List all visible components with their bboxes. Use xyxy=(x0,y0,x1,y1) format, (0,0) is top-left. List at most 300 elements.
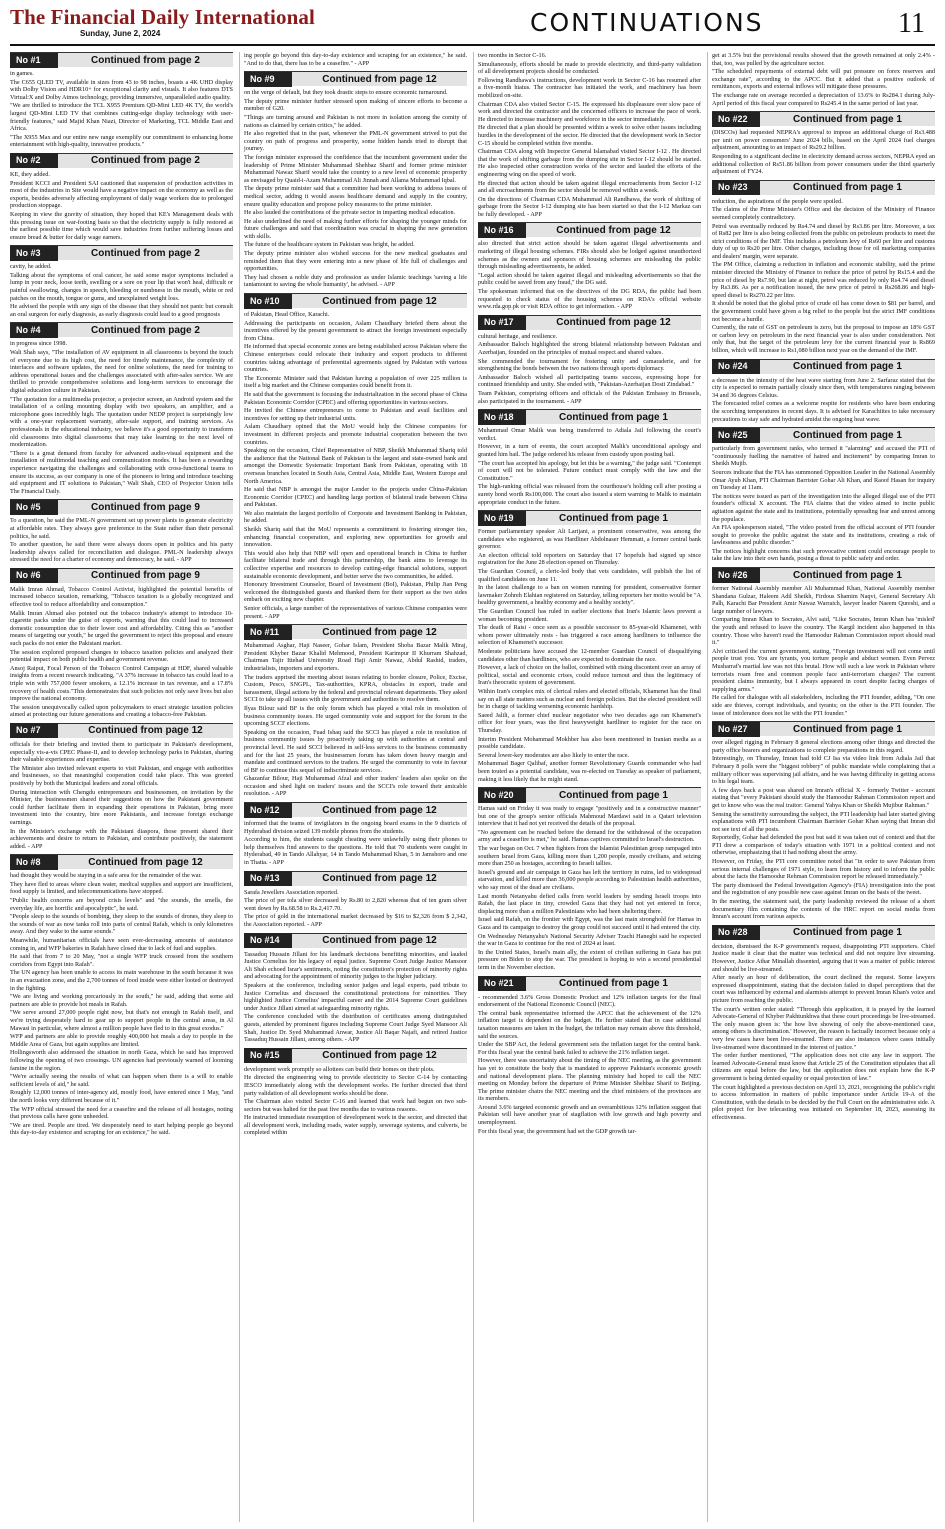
story-header xyxy=(10,723,233,738)
story-body xyxy=(712,585,935,717)
paragraph: Speaking on the occasion, Chief Representative of NBP, Sheikh Muhammad Shariq told the audience that the National Bank of Pakistan is the largest and state-owned bank and amongst the Domestic Systematic Important Bank from Pakistan, operating with 18 overseas branches located in South Asia, Central Asia, Middle East, Western Europe and North America. xyxy=(244,447,467,485)
paragraph: "The quotation for a multimedia projector, a projector screen, an Android system and the installation of a ceiling mounting display with two speakers, an amplifier, and a microphone goes incredibly high. The quotation under NEDP project is surprisingly low with a one-year replacement warranty, after-sale support, and training services. As professionals in the educational industry, we believe it's a good opportunity to transform old classrooms into digital classrooms that may take learning to the next level of modernization. xyxy=(10,395,233,449)
story-header xyxy=(244,802,467,817)
paragraph: The PM Office, claiming a reduction in inflation and economic stability, said the prime minister directed the Ministry of Finance to reduce the price of petrol by Rs15.4 and the price of diesel by Rs7.90, but late at night, petrol was reduced by only Rs4.74 and diesel by Rs3.86. As per a notification issued, the new price of petrol is Rs268.86 and high-speed diesel is Rs270.22 per litre. xyxy=(712,261,935,299)
paragraph: However, in a turn of events, the court accepted Malik's unconditional apology and granted him bail. The judge ordered his release from custody upon posting bail. xyxy=(478,443,701,458)
story-number: No #9 xyxy=(244,72,292,87)
continued-from-label: Continued from page 1 xyxy=(559,512,668,524)
story-number: No #14 xyxy=(244,933,292,948)
story-header xyxy=(712,180,935,195)
paragraph: To another question, he said there were always doors open in politics and his party leadership always called for reconciliation and dialogue. PML-N leadership always stressed the need for a charter of economy and democracy, he said. - APP xyxy=(10,541,233,564)
story xyxy=(712,721,935,921)
story-body xyxy=(244,311,467,620)
story xyxy=(478,222,701,310)
story xyxy=(712,359,935,424)
paragraph: The claims of the Prime Minister's Office and the decision of the Ministry of Finance seemed completely contradictory. xyxy=(712,206,935,221)
story-header xyxy=(478,315,701,330)
story xyxy=(244,802,467,867)
paragraph: Under the SBP Act, the federal government sets the inflation target for the central bank. For this fiscal year the central bank failed to achieve the 21% inflation target. xyxy=(478,1041,701,1056)
story-number: No #10 xyxy=(244,294,292,309)
paragraph: The party dismissed the Federal Investigation Agency's (FIA) investigation into the post and the registration of any possible new case against Imran on the basis of the tweet. xyxy=(712,881,935,897)
paragraph: To a question, he said the PML-N government set up power plants to generate electricity at affordable rates. They always gave preference to the State rather than their personal politics, he said. xyxy=(10,517,233,540)
paragraph: On the directions of Chairman CDA Muhammad Ali Randhawa, the work of shifting of garbage from the Sector I-12 dumping site has been started so that the I-12 Markaz can be fully developed. - APP xyxy=(478,195,701,218)
story xyxy=(244,293,467,620)
story xyxy=(712,567,935,717)
paragraph: Honorary Investment Counselor, Board of Investment (BoI), Pakistan, Philip Jian Peng welcomed the distinguished guests and thanked them for their support as the two sides embark on exciting new chapter. xyxy=(244,581,467,604)
story xyxy=(10,568,233,719)
continued-from-label: Continued from page 1 xyxy=(793,723,902,735)
story-body xyxy=(244,820,467,867)
story-number: No #18 xyxy=(478,410,526,425)
paragraph: Comparing Imran Khan to Socrates, Alvi said, "Like Socrates, Imran Khan has 'misled' the youth and refused to leave the country. The Kargil incident also happened in this country. Those who haven't read the Hamoodur Rahman Commission report should read it." xyxy=(712,616,935,647)
paragraph: The forecasted relief comes as a welcome respite for residents who have been enduring the scorching temperatures in recent days. It is advised for Karachiites to take necessary precautions to stay safe and hydrated amidst the ongoing heat wave. xyxy=(712,400,935,423)
paragraph: Petrol was eventually reduced by Rs4.74 and diesel by Rs3.86 per litre. Moreover, a tax of Rs82 per litre is also being collected from the public on petroleum products to meet the strict conditions of the IMF. This includes a petroleum levy of Rs60 per litre and customs duty of up to Rs20 per litre. Other charges, including those for oil marketing companies and dealers' margin, were separate. xyxy=(712,222,935,260)
paragraph: Speakers at the conference, including senior judges and legal experts, paid tribute to Justice Cornelius and discussed the constitutional protections for minorities. They highlighted Justice Cornelius' impactful career and the 2014 Supreme Court guidelines under Justice Jillani aimed at safeguarding minority rights. xyxy=(244,981,467,1012)
story-header xyxy=(478,510,701,525)
continued-from-label: Continued from page 12 xyxy=(322,295,437,307)
story xyxy=(712,427,935,563)
continued-from-label: Continued from page 1 xyxy=(793,927,902,939)
paragraph: cavity, he added. xyxy=(10,263,52,271)
story xyxy=(478,976,701,1136)
paragraph: He said that the government is focusing the industrialization in the second phase of China Pakistan Economic Corridor (CPEC) and offering opportunities in various sectors. xyxy=(244,390,467,406)
paragraph: Muhammad Asghar, Haji Naseer, Gohar Islam, President Shoba Bazar Malik Miraj, President Khyber Bazar Khalid Mehmood, President Karimpur II Khurram Shahzad, Chairman Tajir Ittehad University Road Haji Amir Nawaz, Abdul Rashid, traders, industrialists, importers and exporters. xyxy=(244,642,467,672)
paragraph: The spokesman informed that on the directives of the DG RDA, the public had been requested to check status of the housing schemes on RDA's official website www.rda.gop.pk or visit RDA office to get information. - APP xyxy=(478,288,701,311)
paragraph: He directed that a plan should be presented within a week to solve other issues including hurdles in the development of the sector. He directed that the development work in Sector C-15 should be completed within five months. xyxy=(478,124,701,147)
paragraph: Alvi criticised the current government, stating, "Foreign investment will not come until people trust you. You are tyrants, you torture people and abduct women. Even Pervez Musharraf's martial law was not this brutal. How will such a law work in Pakistan where terrorists roam free and common people face anti-terrorism charges? The current president claims immunity, but I always appeared in court despite facing charges of supplying arms." xyxy=(712,647,935,693)
paragraph: Talking about the symptoms of oral cancer, he said some major symptoms included a lump in your neck, loose teeth, swelling or a sore on your lip that won't heal, difficult or painful swallowing, changes in speech, bleeding or numbness in the mouth, white or red patches on the mouth, tongue or gums, and unexplained weight loss. xyxy=(10,271,233,302)
story-body xyxy=(478,52,701,218)
story-body xyxy=(10,70,233,149)
story-body xyxy=(712,52,935,107)
paragraph: Israel said Rafah, on the frontier with Egypt, was the last main stronghold for Hamas in Gaza and its campaign to destroy the group could not succeed until it had entered the city. xyxy=(478,916,701,931)
paragraph: Ilyas Bilour said BF is the only forum which has played a vital role in resolution of business community issues. He urged community vote and support for the forum in the upcoming SCCI' elections. xyxy=(244,704,467,728)
paragraph: Saeed Jalili, a former chief nuclear negotiator who two decades ago ran Khamenei's office for four years, was the first heavyweight hardliner to register for the race on Thursday. xyxy=(478,711,701,734)
continued-from-label: Continued from page 9 xyxy=(91,570,200,582)
continued-from-label: Continued from page 1 xyxy=(559,978,668,990)
story-number: No #1 xyxy=(10,53,58,68)
continued-from-label: Continued from page 1 xyxy=(793,429,902,441)
paragraph: In the United States, Israel's main ally, the extent of civilian suffering in Gaza has put pressure on Biden to stop the war. The president is hoping to win a second presidential term in the November election. xyxy=(478,948,701,971)
story xyxy=(10,322,233,495)
story-body xyxy=(244,889,467,929)
paper-name: The Financial Daily International xyxy=(10,5,315,29)
story-header xyxy=(478,222,701,237)
paragraph: During interaction with Chengdu entrepreneurs and businessmen, on invitation by the Minister, the businessmen shared their suggestions on how the Pakistani government could further facilitate them in expanding their operations in Pakistan, bring more investment into the country, hire more Pakistanis, and increase foreign exchange earnings. xyxy=(10,788,233,826)
story-number: No #26 xyxy=(712,568,760,583)
paragraph: Senior officials, a large number of the representatives of various Chinese companies were present. - APP xyxy=(244,605,467,620)
continued-from-label: Continued from page 12 xyxy=(556,317,671,329)
paragraph: "We're actually seeing the results of what can happen when there is a will to enable sufficient levels of aid," he said. xyxy=(10,1073,233,1088)
paragraph: In the Minister's exchange with the Pakistani diaspora, those present shared their achievements and desire to return to Pakistan, and contribute positively, the statement added. - APP xyxy=(10,827,233,850)
paragraph: "We are living and working precariously in the south," he said, adding that some aid partners are able to provide hot meals in Rafah. xyxy=(10,993,233,1008)
paragraph: Keeping in view the gravity of situation, they hoped that KE's Management deals with this pressing issue on war-footing basis so that the electricity supply is fully restored at the earliest possible time which would save industries from further suffering losses and ensure bread & butter for daily wage earners. xyxy=(10,210,233,241)
paragraph: He instructed immediate resumption of development work in the sector, and directed that all development work, including roads, water supply, sewerage systems, and culverts, be completed within xyxy=(244,1114,467,1137)
paragraph: development work promptly so allottees can build their homes on their plots. xyxy=(244,1065,435,1073)
continued-from-label: Continued from page 12 xyxy=(88,725,203,737)
story-header xyxy=(712,427,935,442)
continued-from-label: Continued from page 2 xyxy=(91,247,200,259)
paragraph: The foreign minister expressed the confidence that the incumbent government under the leadership of Prime Minister Muhammad Shehbaz Sharif and former prime minister Muhammad Nawaz Sharif would take the country to a new level of economic prosperity as envisaged by Quaid-i-Azam Muhammad Ali Jinnah and Allama Muhammad Iqbal. xyxy=(244,153,467,184)
paragraph: It should be noted that the global price of crude oil has come down to $81 per barrel, and the government could have given a big relief to the people but the strict IMF conditions not become a hurdle. xyxy=(712,300,935,323)
paragraph: Last month Netanyahu defied calls from world leaders by sending Israeli troops into Rafah, the last place in tiny, crowded Gaza that they had not yet entered in force, displacing more than a million Palestinians who had been sheltering there. xyxy=(478,892,701,915)
story xyxy=(712,180,935,355)
paragraph: The Guardian Council has ruled in earlier elections that Iran's Islamic laws prevent a woman becoming president. xyxy=(478,608,701,623)
story-number: No #3 xyxy=(10,246,58,261)
paragraph: Responding to a significant decline in electricity demand across sectors, NEPRA eyed an additional collection of Rs51.86 billion from power consumers under the third quarterly adjustment of FY24. xyxy=(712,152,935,176)
continued-from-label: Continued from page 9 xyxy=(91,501,200,513)
paragraph: An election official told reporters on Saturday that 17 hopefuls had signed up since registration for the June 28 election opened on Thursday. xyxy=(478,551,701,567)
news-columns xyxy=(10,52,935,1522)
story xyxy=(244,933,467,1044)
column-1 xyxy=(10,52,233,1522)
paragraph: - recommended 3.6% Gross Domestic Product and 12% inflation targets for the final endorsement of the National Economic Council (NEC). xyxy=(478,993,701,1009)
continued-from-label: Continued from page 1 xyxy=(793,361,902,373)
story-body xyxy=(10,586,233,719)
paragraph: President KCCI and President SAI cautioned that suspension of production activities in most of the industries in Site would have a negative impact on the economy as well as the exports, besides adversely affecting employment of daily wage workers due to prolonged production stoppage. xyxy=(10,179,233,210)
paragraph: a decrease in the intensity of the heat wave starting from June 2. Sarfaraz stated that the city is expected to remain partially cloudy since then, with temperatures ranging between 34 and 36 degrees Celsius. xyxy=(712,376,935,399)
paragraph: Muhammad Omar Malik was being transferred to Adiala Jail following the court's verdict. xyxy=(478,427,701,442)
story-header xyxy=(478,409,701,424)
paragraph: However, there was uncertainty about the timing of the NEC meeting, as the government has yet to constitute the body that is mandated to approve Pakistan's economic growth and national development plans. The planning ministry had hoped to call the NEC meeting on Monday before the departure of Prime Minister Shehbaz Sharif to Beijing. The prime minister chairs the NEC meeting and the chief ministers of the provinces are its members. xyxy=(478,1057,701,1103)
story-body xyxy=(10,741,233,850)
paragraph: Israel's ground and air campaign in Gaza has left the territory in ruins, led to widespread starvation, and killed more than 36,000 people according to Palestinian health authorities, who say most of the dead are civilians. xyxy=(478,868,701,892)
paragraph: Interim President Mohammad Mokhber has also been mentioned in Iranian media as a possible candidate. xyxy=(478,735,701,751)
masthead xyxy=(10,6,935,46)
story-number: No #7 xyxy=(10,723,58,738)
story-header xyxy=(244,624,467,639)
paragraph: The C655 QLED TV, available in sizes from 43 to 98 inches, boasts a 4K UHD display with Dolby Vision and HDR10+ for exceptional clarity and visuals. It also features DTS Virtual:X and Dolby Atmos technology, providing immersive, unparalleled audio quality. xyxy=(10,78,233,101)
paragraph: He also regretted that in the past, whenever the PML-N government strived to put the country on path of progress and prosperity, some hidden hands tried to disrupt that journey. xyxy=(244,130,467,153)
column-3 xyxy=(473,52,701,1522)
continued-from-label: Continued from page 12 xyxy=(556,224,671,236)
story-body xyxy=(712,445,935,563)
paragraph: She commended the tournament for fostering unity and camaraderie, and for strengthening the bonds between the two nations through sports diplomacy. xyxy=(478,357,701,373)
story-header xyxy=(712,359,935,374)
paragraph: The deputy prime minister also wished success for the new medical graduates and reminded them that they were entering into a new phase of life full of challenges and opportunities. xyxy=(244,250,467,273)
paragraph: officials for their briefing and invited them to participate in Pakistan's development, especially vis-a-vis CPEC Phase-II, and to develop technology parks in Pakistan, sharing their valuable experiences and expertise. xyxy=(10,740,233,764)
paragraph: Interestingly, on Thursday, Imran had told CJ Isa via video link from Adiala Jail that February 8 polls were the "biggest robbery" of public mandate while complaining that a military officer was supervising jail affairs, and he was having difficulty in getting access to his legal team. xyxy=(712,755,935,786)
paragraph: Meanwhile, humanitarian officials have seen ever-decreasing amounts of assistance coming in, and WFP bakeries in Rafah have closed due to lack of fuel and supplies. xyxy=(10,937,233,952)
continued-from-label: Continued from page 12 xyxy=(322,626,437,638)
story xyxy=(712,111,935,176)
story xyxy=(478,409,701,506)
story xyxy=(10,52,233,149)
story-body xyxy=(478,427,701,506)
story-header xyxy=(478,976,701,991)
story-number: No #22 xyxy=(712,112,760,127)
paragraph: He said that NBP is amongst the major Lender to the projects under China-Pakistan Economic Corridor (CPEC) and handling large portion of bilateral trade between China and Pakistan. xyxy=(244,486,467,509)
paragraph: The future of the healthcare system in Pakistan was bright, he added. xyxy=(244,241,415,249)
story-body xyxy=(478,805,701,971)
paragraph: Chairman CDA along with Inspector General Islamabad visited Sector I-12 . He directed that the work of shifting garbage from the dumping site in Sector I-12 should be started. He also inspected other construction works of the sector and lauded the efforts of the engineering wing on the speed of work. xyxy=(478,148,701,178)
paragraph: He called for dialogue with all stakeholders, including the PTI founder, adding, "On one side are thieves, corrupt individuals, and tyrants; on the other is the PTI founder. The issue of intolerance does not lie with the PTI founder." xyxy=(712,694,935,717)
continued-from-label: Continued from page 12 xyxy=(322,873,437,885)
paragraph: cultural heritage, and resilience. xyxy=(478,332,558,340)
paragraph: "The scheduled repayments of external debt will put pressure on forex reserves and exchange rate", according to the APCC. But it added that a positive outlook of remittances, exports and external inflows will mitigate these pressures. xyxy=(712,68,935,91)
paragraph: An FIA spokesperson stated, "The video posted from the official account of PTI founder sought to provoke the public against the state and its institutions, creating a risk of lawlessness and public disorder." xyxy=(712,524,935,547)
paragraph: WFP and partners are able to provide roughly 400,000 hot meals a day to people in the Middle Area of Gaza, but again supplies are limited. xyxy=(10,1033,233,1048)
paragraph: Tassaduq Hussain Jillani for his landmark decisions benefiting minorities, and lauded Justice Cornelius for his legacy of equal justice. Supreme Court Judge Justice Mansoor Ali Shah echoed Israr's sentiments, noting the constitution's protection of minority rights and advocating for the appointment of minority judges to the higher judiciary. xyxy=(244,950,467,981)
paragraph: Sources indicate that the FIA has summoned Opposition Leader in the National Assembly Omar Ayub Khan, PTI Chairman Barrister Gohar Ali Khan, and Raoof Hasan for inquiry on Tuesday at 11am. xyxy=(712,468,935,492)
story-body xyxy=(478,333,701,405)
paragraph: (DISCOs) had requested NEPRA's approval to impose an additional charge of Rs3.488 per unit on power consumers' June 2024 bills, based on the April 2024 fuel charges adjustment, amounting to an impact of Rs29.2 billion. xyxy=(712,129,935,152)
story-header xyxy=(244,293,467,308)
story-number: No #8 xyxy=(10,855,58,870)
story xyxy=(244,624,467,798)
story xyxy=(10,499,233,564)
paragraph: The deputy prime minister said that a committee had been working to address issues of medical sector, adding it would assess healthcare demand and supply in the country, ensure quality education and propose policy measures to the prime minister. xyxy=(244,185,467,208)
paragraph: Aslam Chaudhary opined that the MoU would help the Chinese companies for investment in different projects and promote industrial cooperation between the two countries. xyxy=(244,423,467,446)
paragraph: Sheikh Shariq said that the MoU represents a commitment to fostering stronger ties, enhancing financial cooperation, and exploring new opportunities for growth and innovation. xyxy=(244,526,467,549)
column-2 xyxy=(239,52,467,1522)
story xyxy=(10,854,233,1137)
paragraph: He also underlined the need of making further efforts for shaping the younger minds for future challenges and said that coordination was crucial in shaping the new generation with skills. xyxy=(244,217,467,240)
paragraph: "The X955 Max and our entire new range exemplify our commitment to enhancing home entertainment with high-quality, innovative products." xyxy=(10,133,233,149)
continued-from-label: Continued from page 12 xyxy=(322,1050,437,1062)
paragraph: Currently, the rate of GST on petroleum is zero, but the proposal to impose an 18% GST or carbon levy on petroleum in the next financial year is also under consideration. Not only that, but the target of the petroleum levy for the current financial year is Rs869 billion, which will increase to Rs1,080 billion next year on the demand of the IMF. xyxy=(712,324,935,354)
paragraph: Hollingsworth also addressed the situation in north Gaza, which he said has improved following the opening of two crossings. UN agencies had previously warned of looming famine in the region. xyxy=(10,1049,233,1072)
paragraph: The death of Raisi - once seen as a possible successor to 85-year-old Khamenei, with whom power ultimately rests - has triggered a race among hardliners to influence the selection of Khamenei's successor. xyxy=(478,624,701,647)
paragraph: The traders apprised the meeting about issues relating to border closure, Police, Excise, Custom, Pesco, SNGPL, Tax-authorities, KPRA, obstacles in export, trade and harassment, illegal actions by the federal and provincial relevant departments. They asked SCCI to take up all issues with the government and authorities to resolve them. xyxy=(244,673,467,704)
story-header xyxy=(10,854,233,869)
paragraph: However, a lack of choice on the ballot, combined with rising discontent over an array of political, social and economic crises, could reduce turnout and thus the legitimacy of Iran's theocratic system of government. xyxy=(478,664,701,687)
story-body xyxy=(478,994,701,1136)
paragraph: The court's written order stated: "Through this application, it is prayed by the learned Advocate-General of Khyber Pakhtunkhwa that these court proceedings be live-streamed. The only reason given is: 'the how live showing of only the above-mentioned case, among others is discrimination.' However, the reason is factually incorrect because only a very few cases have been live-streamed. There are also instances where cases initially live-streamed were discontinued in the interest of justice." xyxy=(712,1005,935,1051)
story xyxy=(712,52,935,107)
paragraph: also directed that strict action should be taken against illegal advertisements and marketing of illegal housing schemes. FIRs should also be lodged against unauthorized schemes as the owners and sponsors of housing schemes are misleading the public through misleading advertisements, he added. xyxy=(478,240,701,271)
paragraph: on the verge of default, but they took drastic steps to ensure economic turnaround. xyxy=(244,89,448,97)
story-header xyxy=(712,567,935,582)
paragraph: Former parliamentary speaker Ali Larijani, a prominent conservative, was among the candidates who registered, as was Hardliner Abdolnaser Hemmati, a former central bank governor. xyxy=(478,528,701,551)
story-number: No #19 xyxy=(478,511,526,526)
story xyxy=(244,871,467,929)
paragraph: In the latest challenge to a ban on women running for president, conservative former lawmaker Zohreh Elahian registered on Saturday, telling reporters her motto would be "A healthy government, a healthy economy and a healthy society". xyxy=(478,584,701,607)
story xyxy=(478,787,701,971)
story xyxy=(10,153,233,241)
story-header xyxy=(244,871,467,886)
paragraph: "We serve around 27,000 people right now, but that's not enough in Rafah itself, and we're trying desperately hard to gear up to support people in the central areas, in Al Mawasi in particular, where almost a million people have fled to in this great exodus." xyxy=(10,1009,233,1032)
story-number: No #12 xyxy=(244,803,292,818)
issue-date: Sunday, June 2, 2024 xyxy=(80,29,161,38)
paragraph: The Economic Minister said that Pakistan having a population of over 225 million is itself a big market and the Chinese companies could benefit from it. xyxy=(244,374,467,390)
story-number: No #17 xyxy=(478,315,526,330)
paragraph: Within Iran's complex mix of clerical rulers and elected officials, Khamenei has the final say on all state matters such as nuclear and foreign policies. But the elected president will be in charge of tackling worsening economic hardship. xyxy=(478,687,701,711)
paragraph: decision, dismissed the K-P government's request, disappointing PTI supporters. Chief Justice made it clear that the matter was technical and did not require live streaming. However, Justice Athar Minallah dissented, arguing that it was a matter of public interest and should be live-streamed. xyxy=(712,942,935,973)
paragraph: "We are thrilled to introduce the TCL X955 Premium QD-Mini LED 4K TV, the world's largest QD-Mini LED TV that combines cutting-edge display technology with user-friendly features," said Majid Khan Niazi, Director of Marketing, TCL Middle East and Africa. xyxy=(10,102,233,133)
paragraph: Malik Imran Ahmad also pointed out the tobacco industry's attempt to introduce 10-cigarette packs under the guise of exports, warning that this could lead to increased domestic consumption due to their lower cost and affordability. Citing this as "another means of targeting our youth," he urged the government to reject this proposal and ensure such packs do not enter the Pakistani market. xyxy=(10,609,233,648)
story-number: No #2 xyxy=(10,153,58,168)
paragraph: had thought they would be staying in a safe area for the remainder of the war. xyxy=(10,872,202,880)
page-number: 11 xyxy=(898,8,925,39)
story-number: No #13 xyxy=(244,871,292,886)
paragraph: Sensing the sensitivity surrounding the subject, the PTI leadership had later started giving explanations with PTI incumbent Chairman Barrister Gohar Khan saying that Imran did not see text of all the posts. xyxy=(712,810,935,833)
story-header xyxy=(712,721,935,736)
paragraph: He also lauded the contributions of the private sector in imparting medical education. xyxy=(244,209,456,217)
paragraph: Roughly 12,000 tonnes of inter-agency aid, mostly food, have entered since 1 May, "and the north looks very different because of it." xyxy=(10,1089,233,1104)
paragraph: "Legal action should be taken against illegal and misleading advertisements so that the public could be saved from any fraud," the DG said. xyxy=(478,271,701,287)
continued-from-label: Continued from page 12 xyxy=(322,73,437,85)
paragraph: former National Assembly member Ali Muhammad Khan, National Assembly member Shandana Gulzar, Haleem Adil Sheikh, Firdous Shamim Naqvi, General Secretary Ali Palh, Karachi Bar President Amir Nawaz Warraich, lawyer leader Naeem Qureshi, and a large number of lawyers. xyxy=(712,585,935,615)
paragraph: In the meeting, the statement said, the party leadership reviewed the release of a short documentary film containing the contents of the HRC report on social media from Imran's account from various aspects. xyxy=(712,898,935,921)
story-number: No #15 xyxy=(244,1048,292,1063)
story-number: No #4 xyxy=(10,323,58,338)
paragraph: Wali Shah says, "The installation of AV equipment in all classrooms is beyond the touch of everyone due to its high cost, the need for timely maintenance, the complexity of interfaces and software updates, the need for online solutions, the need for training to address operational issues and the challenges associated with after-sales service. We are thrilled to provide comprehensive solutions and long-term services to encourage the digital education culture in Pakistan. xyxy=(10,349,233,394)
story-number: No #21 xyxy=(478,976,526,991)
story-body xyxy=(712,943,935,1122)
paragraph: He advised the people with any sign of the disease that they should not panic but consult an oral surgeon for early diagnosis, as early diagnosis could lead to a good prognosis xyxy=(10,303,233,318)
continued-from-label: Continued from page 1 xyxy=(559,411,668,423)
story xyxy=(244,71,467,289)
story-header xyxy=(10,499,233,514)
story xyxy=(244,1048,467,1137)
paragraph: "People sleep to the sounds of bombing, they sleep to the sounds of drones, they sleep to the sounds of war as now tanks roll into parts of central Rafah, which is only kilometres away. And they wake to the same sounds." xyxy=(10,913,233,936)
story-body xyxy=(712,739,935,921)
paragraph: of Pakistan, Head Office, Karachi. xyxy=(244,311,330,319)
continued-from-label: Continued from page 2 xyxy=(91,54,200,66)
paragraph: This would also help that NBP will open and operational branch in China to further facilitate bilateral trade and through this partnership, the bank aims to leverage its collective expertise and resources to develop cutting-edge financial solutions, support sustainable economic development, and better serve the two communities, he added. xyxy=(244,549,467,580)
paragraph: "The court has accepted his apology, but let this be a warning," the judge said. "Contempt of court will not be tolerated. Future conduct must comply with the law and the Constitution." xyxy=(478,459,701,482)
paragraph: Chairman CDA also visited Sector C-15. He expressed his displeasure over slow pace of work and directed the contractor and the concerned officers to increase the pace of work. He directed to increase machinery and workforce in the sector immediately. xyxy=(478,100,701,123)
paragraph: in progress since 1998. xyxy=(10,340,68,348)
paragraph: The conference concluded with the distribution of certificates among distinguished guests, attended by prominent figures including Supreme Court Judge Syed Mansoor Ali Shah, Justice Dr. Syed Muhammad Anwar, Justice Ali Baqar Najafi, and retired Justice Tassaduq Hussain Jillani, among others. - APP xyxy=(244,1013,467,1044)
paragraph: get at 3.5% but the provisional results showed that the growth remained at only 2.4% - that, too, was pulled by the agriculture sector. xyxy=(712,52,935,67)
paragraph: Ambassador Baloch highlighted the strong bilateral relationship between Pakistan and Azerbaijan, founded on the principles of mutual respect and shared values. xyxy=(478,341,701,356)
paragraph: He directed the engineering wing to provide electricity to Sector C-14 by contacting IESCO immediately along with the development works. He further directed that third party validation of all development works should be done. xyxy=(244,1074,467,1097)
paragraph: Malik Imran Ahmad, Tobacco Control Activist, highlighted the potential benefits of increased tobacco taxation, remarking, "Tobacco taxation is a globally recognized and effective tool to reduce affordability and consumption." xyxy=(10,585,233,609)
paragraph: "No agreement can be reached before the demand for the withdrawal of the occupation army and a ceasefire is met," he said. Hamas captives committed to Israel's destruction. xyxy=(478,828,701,844)
paragraph: "Public health concerns are beyond crisis levels" and "the sounds, the smells, the everyday life, are horrific and apocalyptic", he said. xyxy=(10,897,233,912)
paragraph: The high-ranking official was released from the courthouse's holding cell after posting a surety bond worth Rs100,000. The court also issued a stern warning to Malik to maintain appropriate conduct in the future. xyxy=(478,483,701,506)
column-4 xyxy=(707,52,935,1522)
story-body xyxy=(712,129,935,176)
paragraph: Speaking on the occasion, Fuad Ishaq said the SCCI has played a role in resolution of business community issues by proactively taking up with authorities at central and provincial level. He said SCCI believed in self-less services to the business community and for the last 25 years, the businessmen forum has taken down heavy margin and mandate and continued services to the traders. He urged the community to vote in favour of BF to continue this sequel of indiscriminate services. xyxy=(244,728,467,774)
paragraph: Reportedly, Gohar had defended the post but said it was taken out of context and that the PTI drew a comparison of today's situation with 1971 in a political context and not otherwise, emphasizing that it had nothing about the army. xyxy=(712,834,935,857)
paragraph: Sarafa Jewellers Association reported. xyxy=(244,888,339,896)
story-body xyxy=(478,240,701,310)
paragraph: The session unequivocally called upon policymakers to enact strategic taxation policies aimed at protecting our future generations and creating a tobacco-free Pakistan. xyxy=(10,703,233,719)
story-number: No #25 xyxy=(712,428,760,443)
paragraph: "We are tired. People are tired. We desperately need to start helping people go beyond this day-to-day existence and scraping for an existence," he said. xyxy=(10,1121,233,1137)
paragraph: The court highlighted a previous decision on April 13, 2021, recognising the public's right to access information in matters of public importance under Article 19-A of the Constitution, with the details to be decided by the Full Court on the administrative side. A pilot project for live telecasting was initiated on September 18, 2023, assessing its effectiveness. xyxy=(712,1083,935,1121)
continued-from-label: Continued from page 12 xyxy=(88,856,203,868)
paragraph: Moderate politicians have accused the 12-member Guardian Council of disqualifying candidates other than hardliners, who are expected to dominate the race. xyxy=(478,648,701,663)
paragraph: particularly from government ranks, who termed it "alarming" and accused the PTI of "continuously fuelling the narrative of hatred and incitement" by comparing Imran to Sheikh Mujib. xyxy=(712,445,935,468)
paragraph: The order further mentioned, "The application does not cite any law in support. The learned Advocate-General must know that Article 25 of the Constitution stipulates that all citizens are equal before the law, but the application does not explain how the K-P government is being denied equality or equal protection of law." xyxy=(712,1052,935,1082)
paragraph: However, on Friday, the PTI core committee noted that "in order to save Pakistan from serious internal challenges of 1971 style, to learn from history and to inform the public about the facts the Hamoodur Rehman Commission report be released immediately." xyxy=(712,858,935,881)
paragraph: The Chairman also visited Sector C-16 and learned that work had begun on two sub-sectors but was halted for the past five months due to various reasons. xyxy=(244,1098,467,1113)
story-header xyxy=(244,933,467,948)
paragraph: They had chosen a noble duty and profession as under Islamic teachings 'saving a life tantamount to saving the whole humanity', he advised. - APP xyxy=(244,273,467,289)
paragraph: informed that the teams of invigilators in the ongoing board exams in the 9 districts of Hyderabad division seized 139 mobile phones from the students. xyxy=(244,820,467,835)
paragraph: two months in Sector C-16. xyxy=(478,52,547,59)
paragraph: The price of gold in the international market decreased by $16 to $2,326 from $ 2,342, the Association reported. - APP xyxy=(244,913,467,928)
paragraph: For this fiscal year, the government had set the GDP growth tar- xyxy=(478,1127,637,1135)
paragraph: He directed that action should be taken against illegal encroachments from Sector I-12 and all encroachments from the sector should be removed within a week. xyxy=(478,179,701,195)
story-body xyxy=(712,198,935,355)
paragraph: "Things are turning around and Pakistan is not more in isolation among the comity of nations as claimed by certain critics," he added. xyxy=(244,113,467,129)
continued-from-label: Continued from page 12 xyxy=(322,804,437,816)
paragraph: Addressing the participants on occasion, Aslam Chaudhary briefed them about the incentives offered by the present government to attract the foreign investment especially from China. xyxy=(244,319,467,342)
paragraph: ing people go beyond this day-to-day existence and scraping for an existence," he said. "And to do that, there has to be a ceasefire." - APP xyxy=(244,52,467,67)
story-number: No #6 xyxy=(10,568,58,583)
story xyxy=(244,52,467,67)
story xyxy=(10,245,233,318)
story-header xyxy=(244,1048,467,1063)
paragraph: The war began on Oct. 7 when fighters from the Islamist Palestinian group rampaged into southern Israel from Gaza, killing more than 1,200 people, mostly civilians, and seizing more than 250 as hostages, according to Israeli tallies. xyxy=(478,845,701,868)
paragraph: in games. xyxy=(10,70,34,77)
story-body xyxy=(244,1066,467,1137)
paragraph: Ambassador Baloch wished all participating teams success, expressing hope for continued friendship and unity. She ended with, "Pakistan-Azerbaijan Dosti Zindabad." xyxy=(478,373,701,389)
story-number: No #24 xyxy=(712,359,760,374)
paragraph: On Wednesday Netanyahu's National Security Adviser Tzachi Hanegbi said he expected the war in Gaza to continue for the rest of 2024 at least. xyxy=(478,932,701,948)
paragraph: Around 3.6% targeted economic growth and an overambitious 12% inflation suggest that Pakistan will have another year of stagflation with low growth and high poverty and unemployment. xyxy=(478,1103,701,1127)
story xyxy=(478,510,701,783)
paragraph: The price of per tola silver decreased by Rs.80 to 2,820 whereas that of ten gram silver went down by Rs.68.58 to Rs.2,417.70. xyxy=(244,897,467,912)
story-header xyxy=(712,111,935,126)
story-body xyxy=(10,263,233,318)
paragraph: Ansoj Raiput, Focal Person of the Tobacco Control Campaign at HDF, shared valuable insights from a recent research indicating, "A 37% increase in tobacco tax could lead to a triple win with 757,000 fewer smokers, a 12.1% increase in tax revenue, and a 17.8% recovery of health costs."This demonstrates that such policies not only save lives but also improve the national economy. xyxy=(10,664,233,703)
paragraph: Hamas said on Friday it was ready to engage "positively and in a constructive manner" but one of the group's senior officials Mahmoud Mardawi said in a Qatari television interview that it had not yet received the details of the proposal. xyxy=(478,805,701,828)
story-number: No #28 xyxy=(712,925,760,940)
paragraph: The central bank representative informed the APCC that the achievement of the 12% inflation target is dependent on the budget. He further stated that in case additional taxation measures are taken in the budget, the inflation may remain above this threshold, said the sources. xyxy=(478,1009,701,1040)
section-title: CONTINUATIONS xyxy=(530,8,764,37)
paragraph: According to him, the students caught cheating were unlawfully using their phones to help themselves find answers to the questions. He told that 70 students were caught in Hyderabad, 49 in Tando Allahyar, 14 in Tando Muhammad Khan, 5 in Jamshoro and one in Thatta. - APP xyxy=(244,836,467,867)
story xyxy=(478,315,701,405)
story-header xyxy=(478,787,701,802)
story xyxy=(10,723,233,850)
continued-from-label: Continued from page 12 xyxy=(322,935,437,947)
paragraph: over alleged rigging in February 8 general elections among other things and directed the party office bearers and organizations to complete preparations in this regard. xyxy=(712,739,935,754)
story xyxy=(478,52,701,218)
continued-from-label: Continued from page 1 xyxy=(559,789,668,801)
continued-from-label: Continued from page 1 xyxy=(793,182,902,194)
story-header xyxy=(10,153,233,168)
paragraph: reduction, the aspirations of the people were spoiled. xyxy=(712,197,843,205)
story-body xyxy=(244,52,467,67)
paragraph: The notices were issued as part of the investigation into the alleged illegal use of the PTI founder's official X account. The FIA claims that the video aimed to incite public agitation against the state and its institutions, potentially spreading fear and unrest among the populace. xyxy=(712,492,935,523)
paragraph: A few days back a post was shared on Imran's official X - formerly Twitter - account stating that "every Pakistani should study the Hamoodur Rahman Commission report and get to know who was the real traitor: General Yahya Khan or Sheikh Mujibur Rahman." xyxy=(712,786,935,809)
paragraph: Mohammad Bager Qalibaf, another former Revolutionary Guards commander who had been touted as a potential candidate, was re-elected on Tuesday as speaker of parliament, making it less likely that he might stand. xyxy=(478,760,701,783)
paragraph: He invited the Chinese entrepreneurs to come to Pakistan and avail facilities and incentives for setting up their industrial units. xyxy=(244,407,467,422)
story-body xyxy=(478,528,701,783)
story-number: No #11 xyxy=(244,625,292,640)
paragraph: Following Randhawa's instructions, development work in Sector C-16 has resumed after a five-month hiatus. The contractor has initiated the work, and machinery has been mobilized on-site. xyxy=(478,76,701,99)
paragraph: The Guardian Council, a cleric-led body that vets candidates, will publish the list of qualified candidates on June 11. xyxy=(478,568,701,583)
story-body xyxy=(10,517,233,564)
paragraph: The notices highlight concerns that such provocative content could encourage people to take the law into their own hands, posing a threat to public safety and order. xyxy=(712,547,935,563)
story-number: No #23 xyxy=(712,180,760,195)
paragraph: The exchange rate on average recorded a depreciation of 13.6% to Rs284.1 during July-April period of this fiscal year compared to Rs245.4 in the same period of last year. xyxy=(712,91,935,107)
paragraph: He said that from 7 to 20 May, "not a single WFP truck crossed from the southern corridors from Egypt into Rafah". xyxy=(10,953,233,968)
paragraph: The WFP official stressed the need for a ceasefire and the release of all hostages, noting that previous calls have gone unheeded. xyxy=(10,1105,233,1121)
story-number: No #20 xyxy=(478,788,526,803)
story-body xyxy=(244,642,467,798)
paragraph: After nearly an hour of deliberation, the court declined the request. Some lawyers expressed disappointment, stating that the decision failed to dispel perceptions that the court was influenced by external and alarmists attempt to prevent Imran Khan's voice and picture from reaching the public. xyxy=(712,974,935,1004)
paragraph: The deputy prime minister further stressed upon making of sincere efforts to become a member of G20. xyxy=(244,97,467,113)
story-body xyxy=(10,171,233,241)
story-body xyxy=(712,377,935,424)
continued-from-label: Continued from page 1 xyxy=(793,569,902,581)
continued-from-label: Continued from page 2 xyxy=(91,324,200,336)
paragraph: Ghazanfar Bilour, Haji Muhammad Afzal and other traders' leaders also spoke on the occasion and shed light on traders' issues and the SCCI's role toward their amicable resolution. - APP xyxy=(244,775,467,798)
paragraph: Several lower-key moderates are also likely to enter the race. xyxy=(478,751,630,759)
paragraph: The UN agency has been unable to access its main warehouse in the south because it was in an evacuation zone, and the 2,700 tonnes of food inside were either looted or destroyed in the fighting. xyxy=(10,969,233,992)
story-header xyxy=(10,322,233,337)
paragraph: We also maintain the largest portfolio of Corporate and Investment Banking in Pakistan, he added. xyxy=(244,509,467,525)
paragraph: Simultaneously, efforts should be made to provide electricity, and third-party validation of all development projects should be conducted. xyxy=(478,60,701,76)
story-body xyxy=(10,340,233,495)
